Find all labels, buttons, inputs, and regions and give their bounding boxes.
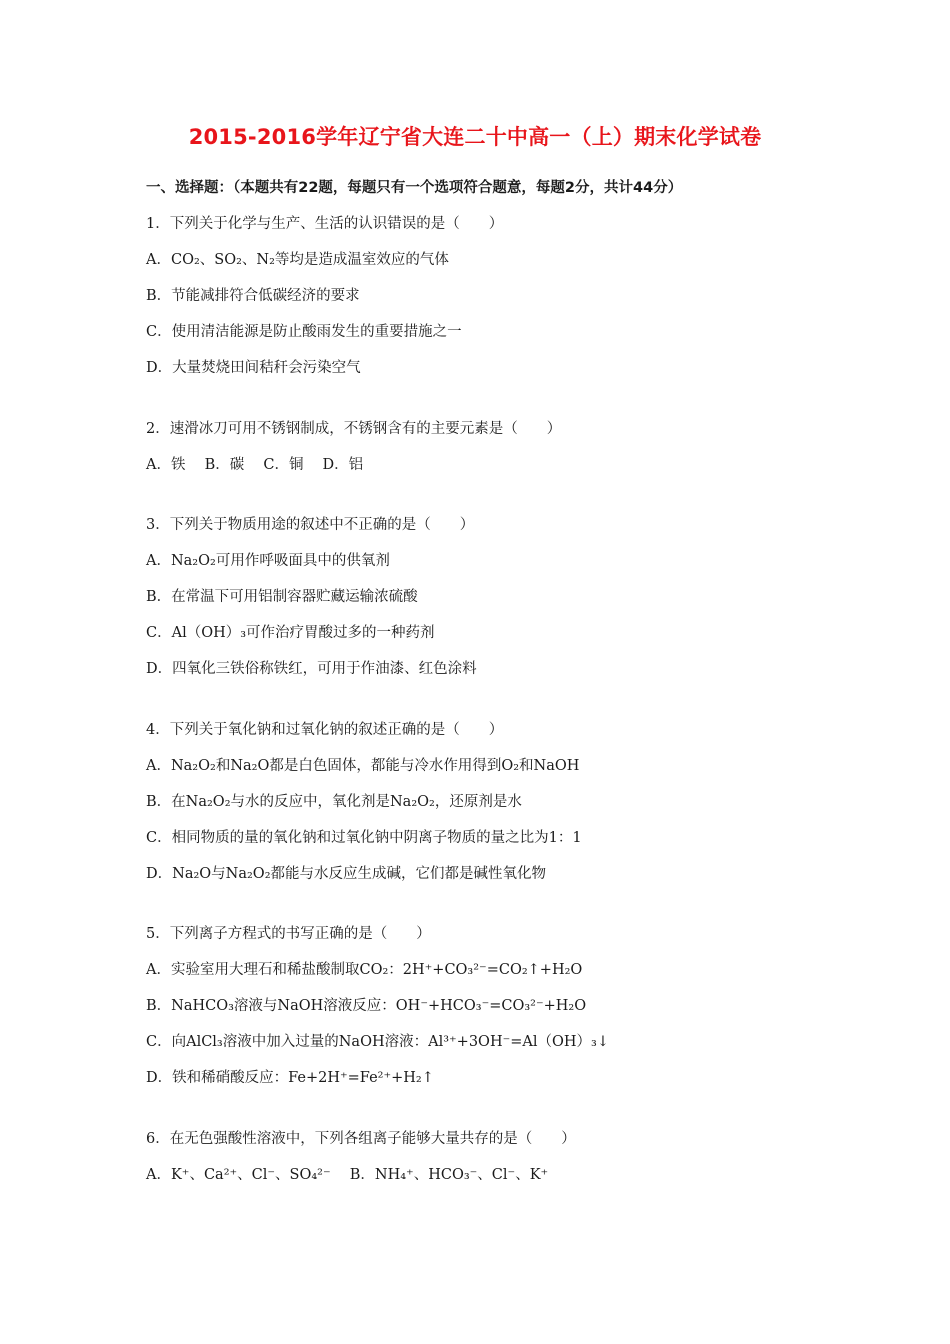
exam-title: 2015-2016学年辽宁省大连二十中高一（上）期末化学试卷 — [188, 125, 762, 149]
question-3-option-a: A．Na₂O₂可用作呼吸面具中的供氧剂 — [146, 553, 390, 569]
question-4-option-a: A．Na₂O₂和Na₂O都是白色固体，都能与冷水作用得到O₂和NaOH — [146, 758, 580, 774]
question-5-option-a: A．实验室用大理石和稀盐酸制取CO₂：2H⁺+CO₃²⁻=CO₂↑+H₂O — [146, 962, 583, 978]
question-1-stem: 1．下列关于化学与生产、生活的认识错误的是（ ） — [146, 216, 504, 232]
question-2-stem: 2．速滑冰刀可用不锈钢制成，不锈钢含有的主要元素是（ ） — [146, 421, 562, 437]
question-1-option-a: A．CO₂、SO₂、N₂等均是造成温室效应的气体 — [146, 252, 449, 268]
question-2-options: A．铁 B．碳 C．铜 D．铝 — [146, 457, 364, 473]
question-3-stem: 3．下列关于物质用途的叙述中不正确的是（ ） — [146, 517, 475, 533]
question-5-option-c: C．向AlCl₃溶液中加入过量的NaOH溶液：Al³⁺+3OH⁻=Al（OH）₃↓ — [146, 1034, 610, 1050]
question-5-option-d: D．铁和稀硝酸反应：Fe+2H⁺=Fe²⁺+H₂↑ — [146, 1070, 434, 1086]
question-4-option-d: D．Na₂O与Na₂O₂都能与水反应生成碱，它们都是碱性氧化物 — [146, 866, 547, 882]
question-3-option-b: B．在常温下可用铝制容器贮藏运输浓硫酸 — [146, 589, 418, 605]
question-3-option-c: C．Al（OH）₃可作治疗胃酸过多的一种药剂 — [146, 625, 435, 641]
question-5-stem: 5．下列离子方程式的书写正确的是（ ） — [146, 926, 431, 942]
question-6-stem: 6．在无色强酸性溶液中，下列各组离子能够大量共存的是（ ） — [146, 1131, 576, 1147]
question-5-option-b: B．NaHCO₃溶液与NaOH溶液反应：OH⁻+HCO₃⁻=CO₃²⁻+H₂O — [146, 998, 587, 1014]
question-6-options: A．K⁺、Ca²⁺、Cl⁻、SO₄²⁻ B．NH₄⁺、HCO₃⁻、Cl⁻、K⁺ — [146, 1167, 549, 1183]
question-1-option-d: D．大量焚烧田间秸秆会污染空气 — [146, 360, 361, 376]
question-4-stem: 4．下列关于氧化钠和过氧化钠的叙述正确的是（ ） — [146, 722, 504, 738]
section-heading: 一、选择题：（本题共有22题，每题只有一个选项符合题意，每题2分，共计44分） — [146, 180, 683, 196]
question-4-option-b: B．在Na₂O₂与水的反应中，氧化剂是Na₂O₂，还原剂是水 — [146, 794, 522, 810]
question-3-option-d: D．四氧化三铁俗称铁红，可用于作油漆、红色涂料 — [146, 661, 477, 677]
question-1-option-b: B．节能减排符合低碳经济的要求 — [146, 288, 360, 304]
question-4-option-c: C．相同物质的量的氧化钠和过氧化钠中阴离子物质的量之比为1：1 — [146, 830, 582, 846]
question-1-option-c: C．使用清洁能源是防止酸雨发生的重要措施之一 — [146, 324, 462, 340]
